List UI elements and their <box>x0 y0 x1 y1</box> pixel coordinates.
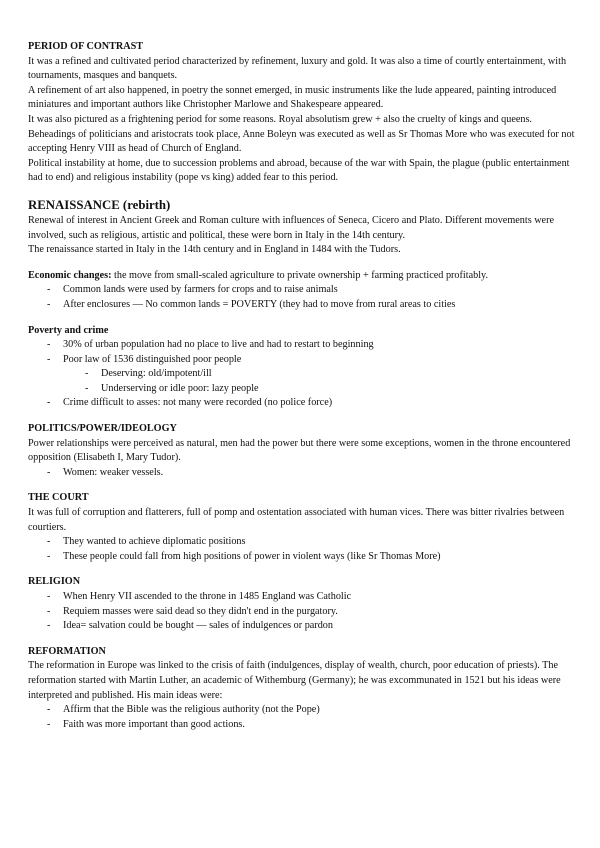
paragraph: Power relationships were perceived as natural, men had the power but there were some exceptions, women in the throne encountered opposition (Elisabeth I, Mary Tudor). <box>28 437 571 464</box>
bullet-list <box>28 590 578 634</box>
paragraph <box>28 269 578 284</box>
heading-the-court: THE COURT <box>28 492 89 504</box>
heading-renaissance: RENAISSANCE (rebirth) <box>28 197 171 212</box>
section-religion <box>28 575 578 633</box>
heading-reformation: REFORMATION <box>28 645 106 657</box>
bullet-list <box>28 466 578 481</box>
economic-text: the move from small-scaled agriculture to private ownership + farming practiced profitably. <box>111 269 488 281</box>
section-politics <box>28 422 578 480</box>
paragraph: It was full of corruption and flatterers, full of pomp and ostentation associated with human vices. There was bitter rivalries between courtiers. <box>28 507 565 533</box>
list-item: - Requiem masses were said dead so they didn't end in the purgatory. <box>28 605 578 620</box>
bullet-list <box>28 338 578 367</box>
bullet-list <box>28 396 578 411</box>
bullet-list <box>28 535 578 564</box>
label-economic-changes: Economic changes: <box>28 269 112 281</box>
heading-politics: POLITICS/POWER/IDEOLOGY <box>28 423 177 435</box>
list-item: - Common lands were used by farmers for crops and to raise animals <box>28 283 578 298</box>
section-economic-changes <box>28 269 578 313</box>
section-period-of-contrast <box>28 40 578 186</box>
list-item: - Deserving: old/impotent/ill <box>28 367 578 382</box>
paragraph: Political instability at home, due to succession problems and abroad, because of the war with Spain, the plague (public entertainment had to end) and religious instability (pope vs king) added fear to this period. <box>28 157 570 184</box>
section-reformation <box>28 645 578 733</box>
list-item: - Women: weaker vessels. <box>28 466 578 481</box>
paragraph: The reformation in Europe was linked to the crisis of faith (indulgences, display of wealth, church, poor education of priests). The reformation started with Martin Luther, an academic of Withemburg (Germany); he was excommunated in 1521 but his ideas were interpreted and published. His main ideas were: <box>28 660 561 701</box>
list-item: - When Henry VII ascended to the throne in 1485 England was Catholic <box>28 590 578 605</box>
paragraph: The renaissance started in Italy in the 14th century and in England in 1484 with the Tudors. <box>28 244 401 256</box>
bullet-list <box>28 703 578 732</box>
list-item: - Underserving or idle poor: lazy people <box>28 382 578 397</box>
list-item: - Idea= salvation could be bought — sales of indulgences or pardon <box>28 619 578 634</box>
paragraph: It was also pictured as a frightening period for some reasons. Royal absolutism grew + also the cruelty of kings and queens. Beheadings of politicians and aristocrats took place, Anne Boleyn was executed as well as Sr Thomas More who was executed for not accepting Henry VIII as head of Church of England. <box>28 113 575 155</box>
sub-bullet-list <box>28 367 578 396</box>
bullet-list <box>28 283 578 312</box>
heading-religion: RELIGION <box>28 576 81 588</box>
heading-period-of-contrast: PERIOD OF CONTRAST <box>28 41 144 52</box>
list-item: - These people could fall from high positions of power in violent ways (like Sr Thomas More) <box>28 550 578 565</box>
heading-poverty-and-crime: Poverty and crime <box>28 324 109 336</box>
list-item: - Crime difficult to asses: not many were recorded (no police force) <box>28 396 578 411</box>
paragraph: Renewal of interest in Ancient Greek and Roman culture with influences of Seneca, Cicero and Plato. Different movements were involved, such as religious, artistic and political, these were born in Italy in the 14th century. <box>28 214 554 241</box>
list-item: - 30% of urban population had no place to live and had to restart to beginning <box>28 338 578 353</box>
list-item: - Faith was more important than good actions. <box>28 718 578 733</box>
paragraph: A refinement of art also happened, in poetry the sonnet emerged, in music instruments like the lude appeared, painting introduced miniatures and important authors like Christopher Marlowe and Shakespeare appeared. <box>28 84 557 111</box>
document-page <box>28 40 578 732</box>
paragraph: It was a refined and cultivated period characterized by refinement, luxury and gold. It was also a time of courtly entertainment, with tournaments, masques and banquets. <box>28 55 567 82</box>
list-item: - Affirm that the Bible was the religious authority (not the Pope) <box>28 703 578 718</box>
section-renaissance <box>28 197 578 258</box>
list-item: - After enclosures — No common lands = POVERTY (they had to move from rural areas to cities <box>28 298 578 313</box>
list-item: - They wanted to achieve diplomatic positions <box>28 535 578 550</box>
list-item: - Poor law of 1536 distinguished poor people <box>28 353 578 368</box>
section-the-court <box>28 491 578 564</box>
section-poverty-and-crime <box>28 324 578 412</box>
